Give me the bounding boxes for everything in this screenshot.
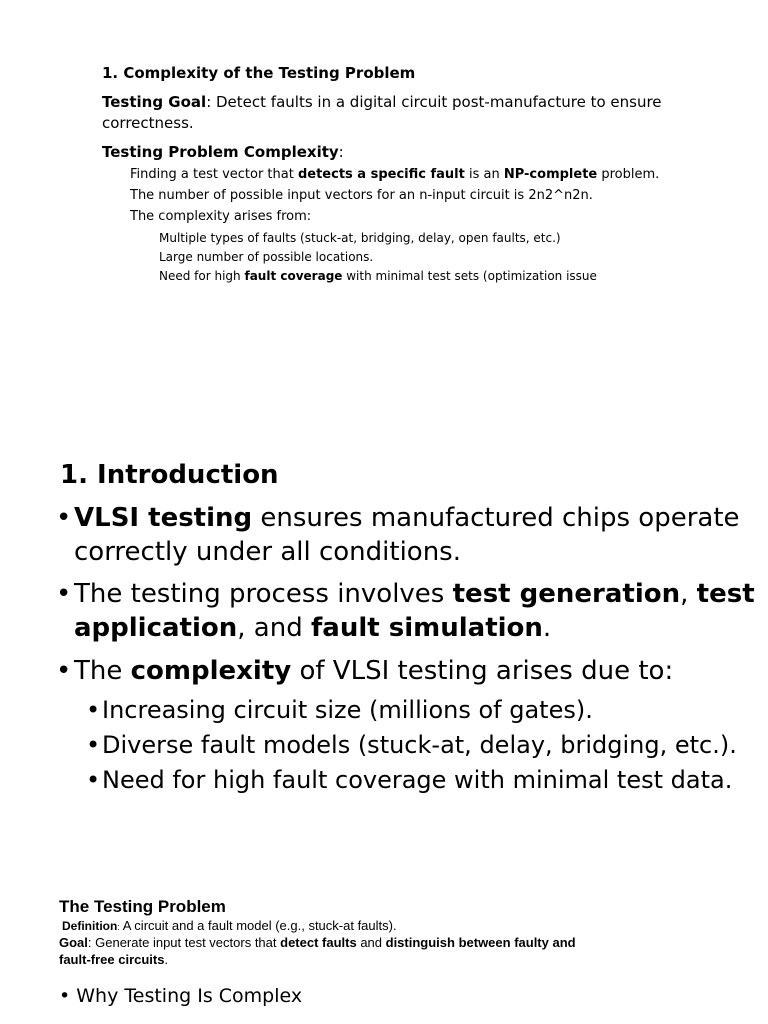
bullet-icon: •	[86, 766, 101, 794]
intro-b1-line2: correctly under all conditions.	[74, 537, 461, 567]
testing-problem-heading: The Testing Problem	[59, 897, 226, 916]
testing-goal-label: Testing Goal	[102, 93, 207, 111]
arises-sub-locations: Large number of possible locations.	[159, 250, 374, 264]
why-testing-complex-item	[59, 983, 302, 1009]
intro-b1-text: ensures manufactured chips operate	[252, 503, 740, 533]
distinguish-bold: distinguish between faulty and	[385, 935, 576, 950]
testing-goal-line2: correctness.	[102, 114, 194, 132]
testing-goal-text: : Detect faults in a digital circuit post-manufacture to ensure	[206, 93, 662, 111]
bullet-icon: •	[56, 656, 72, 686]
arises-sub-coverage	[159, 267, 597, 286]
np-bold-2: NP-complete	[503, 167, 598, 182]
goal-line1	[59, 934, 576, 952]
bullet-icon: •	[56, 579, 72, 609]
problem-complexity-colon: :	[338, 143, 344, 161]
intro-b3-text-2: of VLSI testing arises due to:	[291, 656, 674, 686]
detect-faults-bold: detect faults	[280, 935, 357, 950]
fault-simulation-bold: fault simulation	[310, 613, 543, 643]
intro-b3-text-1: The	[74, 656, 131, 686]
intro-bullet-3	[56, 654, 673, 688]
intro-sub-fault-coverage	[86, 764, 732, 796]
goal-label: Goal	[59, 935, 88, 950]
sub-circuit-size-text: Increasing circuit size (millions of gates).	[102, 696, 593, 724]
goal-text-1: : Generate input test vectors that	[87, 935, 281, 950]
coverage-text-2: with minimal test sets (optimization issue	[342, 269, 597, 283]
goal-line2	[59, 951, 168, 969]
goal-text-2: and	[356, 935, 386, 950]
problem-complexity-label: Testing Problem Complexity	[102, 143, 339, 161]
definition-colon: :	[117, 922, 120, 932]
complexity-item-arises: The complexity arises from:	[130, 209, 312, 224]
definition-text: A circuit and a fault model (e.g., stuck-at faults).	[119, 918, 397, 933]
definition-label: Definition	[62, 919, 118, 933]
intro-b2-text-1: The testing process involves	[74, 579, 453, 609]
intro-bullet-2	[56, 577, 766, 645]
test-bold: test	[696, 579, 755, 609]
intro-b2-text-2: ,	[680, 579, 697, 609]
complexity-item-vectors: The number of possible input vectors for an n-input circuit is 2n2^n2n.	[130, 188, 593, 203]
intro-b2-text-3: , and	[237, 613, 311, 643]
bullet-icon: •	[56, 503, 72, 533]
complexity-item-np	[130, 165, 659, 184]
sub-fault-coverage-text: Need for high fault coverage with minimal test data.	[102, 766, 733, 794]
sub-fault-models-text: Diverse fault models (stuck-at, delay, bridging, etc.).	[102, 731, 737, 759]
intro-sub-circuit-size	[86, 694, 593, 726]
introduction-heading: 1. Introduction	[60, 460, 279, 490]
intro-bullet-1	[56, 501, 756, 569]
application-bold: application	[74, 613, 238, 643]
fault-free-bold: fault-free circuits	[59, 952, 165, 967]
coverage-bold: fault coverage	[244, 269, 343, 283]
bullet-icon: •	[86, 696, 101, 724]
bullet-icon: •	[59, 985, 71, 1007]
testing-goal-line1	[102, 92, 662, 113]
np-text-2: is an	[464, 167, 504, 182]
np-bold-1: detects a specific fault	[297, 167, 465, 182]
intro-sub-fault-models	[86, 729, 737, 761]
complexity-bold: complexity	[130, 656, 292, 686]
np-text-3: problem.	[597, 167, 660, 182]
vlsi-testing-bold: VLSI testing	[74, 503, 253, 533]
why-testing-complex-text: Why Testing Is Complex	[76, 985, 303, 1007]
complexity-heading: 1. Complexity of the Testing Problem	[102, 64, 416, 82]
np-text-1: Finding a test vector that	[130, 167, 298, 182]
problem-complexity-line	[102, 142, 344, 163]
intro-b2-text-4: .	[542, 613, 552, 643]
arises-sub-fault-types: Multiple types of faults (stuck-at, bridging, delay, open faults, etc.)	[159, 231, 561, 245]
test-generation-bold: test generation	[452, 579, 681, 609]
goal-text-3: .	[164, 952, 169, 967]
coverage-text-1: Need for high	[159, 269, 245, 283]
bullet-icon: •	[86, 731, 101, 759]
